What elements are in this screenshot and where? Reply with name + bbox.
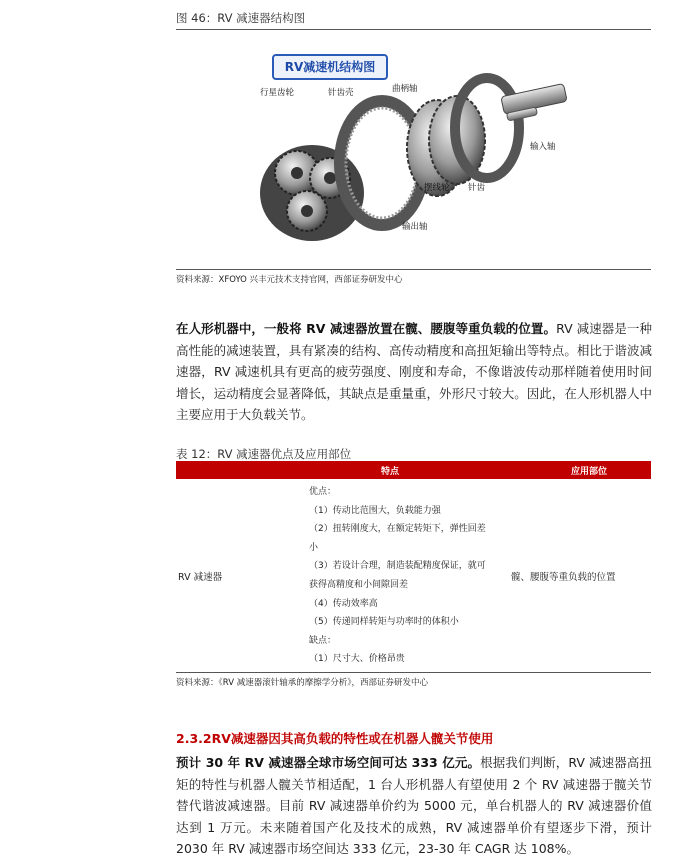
feature-line: （2）扭转刚度大，在额定转矩下，弹性回差 — [309, 524, 486, 535]
cycloid-wheel-assembly — [407, 78, 519, 196]
figure-top-rule — [176, 29, 651, 30]
table-title: 表 12：RV 减速器优点及应用部位 — [176, 447, 352, 461]
table-header-application: 应用部位 — [571, 467, 608, 477]
table-row-name: RV 减速器 — [178, 572, 223, 583]
rv-reducer-structure-figure — [252, 48, 582, 244]
figure-banner: RV减速机结构图 — [272, 54, 388, 80]
table-feature-list — [309, 483, 509, 669]
para2-text: 根据我们判断，RV 减速器高扭矩的特性与机器人髋关节相适配，1 台人形机器人有望使用 2 个 RV 减速器于髋关节替代谐波减速器。目前 RV 减速器单价约为 5000 元，单台机器人的 RV 减速器价值达到 1 万元。未来随着国产化及技术的成熟，RV 减速器单价有望逐步下滑，预计 2030 年 RV 减速器市场空间达 333 亿元，23-30 年 CAGR 达 108%。 — [176, 755, 652, 856]
table-header-row — [176, 461, 651, 479]
label-output-shaft: 输出轴 — [402, 222, 428, 232]
feature-line: 缺点： — [309, 635, 337, 646]
label-crankshaft: 曲柄轴 — [392, 84, 418, 94]
feature-line: （5）传递同样转矩与功率时的体积小 — [309, 617, 459, 628]
label-pin-housing: 针齿壳 — [328, 88, 354, 98]
feature-line: （3）若设计合理，制造装配精度保证，就可 — [309, 561, 486, 572]
label-input-shaft: 输入轴 — [530, 142, 556, 152]
para1-text: RV 减速器是一种高性能的减速装置，具有紧凑的结构、高传动精度和高扭矩输出等特点。相比于谐波减速器，RV 减速机具有更高的疲劳强度、刚度和寿命，不像谐波传动那样随着使用时间增长，运动精度会显著降低，其缺点是重量重，外形尺寸较大。因此，在人形机器人中主要应用于大负载关节。 — [176, 321, 652, 422]
section-heading: 2.3.2RV减速器因其高负载的特性或在机器人髋关节使用 — [176, 731, 494, 746]
feature-line: （1）尺寸大、价格昂贵 — [309, 654, 405, 665]
label-cycloid-wheel: 摆线轮 — [424, 183, 450, 193]
body-paragraph-1 — [176, 318, 652, 426]
feature-line: （1）传动比范围大，负载能力强 — [309, 505, 441, 516]
label-planet-gear: 行星齿轮 — [260, 88, 295, 98]
figure-source: 资料来源：XFOYO 兴丰元技术支持官网，西部证券研发中心 — [176, 275, 403, 285]
para1-lead: 在人形机器中，一般将 RV 减速器放置在髋、腰腹等重负载的位置。 — [176, 321, 557, 336]
figure-title: 图 46：RV 减速器结构图 — [176, 11, 306, 25]
body-paragraph-2 — [176, 752, 652, 860]
figure-bottom-rule — [176, 269, 651, 270]
feature-line: 优点： — [309, 487, 337, 497]
table-header-feature: 特点 — [381, 467, 400, 477]
feature-line: 小 — [309, 542, 319, 553]
feature-line: （4）传动效率高 — [309, 598, 378, 609]
table-bottom-rule — [176, 672, 651, 673]
table-body-row — [176, 479, 651, 671]
feature-line: 获得高精度和小间隙回差 — [309, 579, 409, 590]
table-application-cell: 髋、腰腹等重负载的位置 — [511, 572, 616, 583]
table-source: 资料来源：《RV 减速器滚针轴承的摩擦学分析》，西部证券研发中心 — [176, 678, 428, 688]
label-pin-teeth: 针齿 — [468, 183, 486, 193]
para2-lead: 预计 30 年 RV 减速器全球市场空间可达 333 亿元。 — [176, 755, 481, 770]
